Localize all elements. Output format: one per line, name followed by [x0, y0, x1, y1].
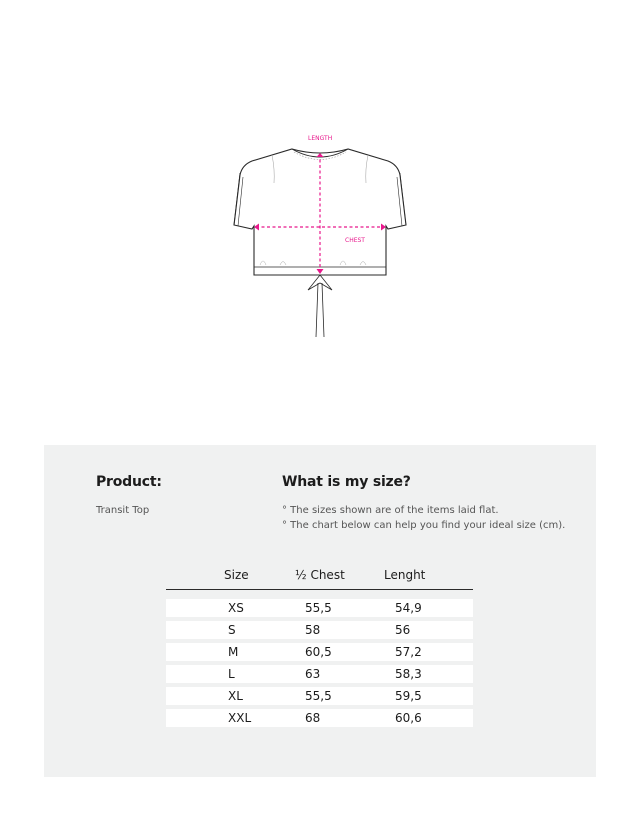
cell-length: 54,9: [395, 601, 422, 615]
chest-label: CHEST: [345, 237, 365, 244]
header-size: Size: [224, 568, 249, 582]
cell-size: S: [228, 623, 236, 637]
cell-chest: 60,5: [305, 645, 332, 659]
length-label: LENGTH: [308, 135, 333, 142]
table-row: [166, 665, 473, 683]
cell-length: 59,5: [395, 689, 422, 703]
cell-chest: 68: [305, 711, 321, 725]
table-row: [166, 687, 473, 705]
cell-chest: 63: [305, 667, 321, 681]
table-header: [166, 565, 473, 590]
cell-length: 58,3: [395, 667, 422, 681]
table-row: [166, 643, 473, 661]
product-heading: Product:: [96, 474, 162, 490]
cell-length: 56: [395, 623, 411, 637]
cell-length: 60,6: [395, 711, 422, 725]
header-length: Lenght: [384, 568, 426, 582]
garment-diagram: [220, 125, 420, 345]
cell-length: 57,2: [395, 645, 422, 659]
cell-chest: 55,5: [305, 601, 332, 615]
size-heading: What is my size?: [282, 474, 411, 490]
size-table: [166, 565, 473, 727]
table-row: [166, 599, 473, 617]
cell-size: L: [228, 667, 235, 681]
note-chart-help: ° The chart below can help you find your ideal size (cm).: [282, 520, 566, 531]
size-notes: [282, 503, 565, 533]
drawstring-bow-icon: [308, 275, 332, 290]
table-row: [166, 709, 473, 727]
table-body: [166, 599, 473, 727]
cell-size: XS: [228, 601, 244, 615]
cell-size: XXL: [228, 711, 252, 725]
size-guide-panel: [44, 445, 596, 777]
header-half-chest: ½ Chest: [295, 568, 345, 582]
table-row: [166, 621, 473, 639]
product-name: Transit Top: [96, 505, 150, 516]
cell-size: XL: [228, 689, 243, 703]
cell-chest: 58: [305, 623, 321, 637]
crop-top-illustration: [220, 125, 420, 345]
cell-chest: 55,5: [305, 689, 332, 703]
cell-size: M: [228, 645, 239, 659]
note-laid-flat: ° The sizes shown are of the items laid flat.: [282, 505, 499, 516]
